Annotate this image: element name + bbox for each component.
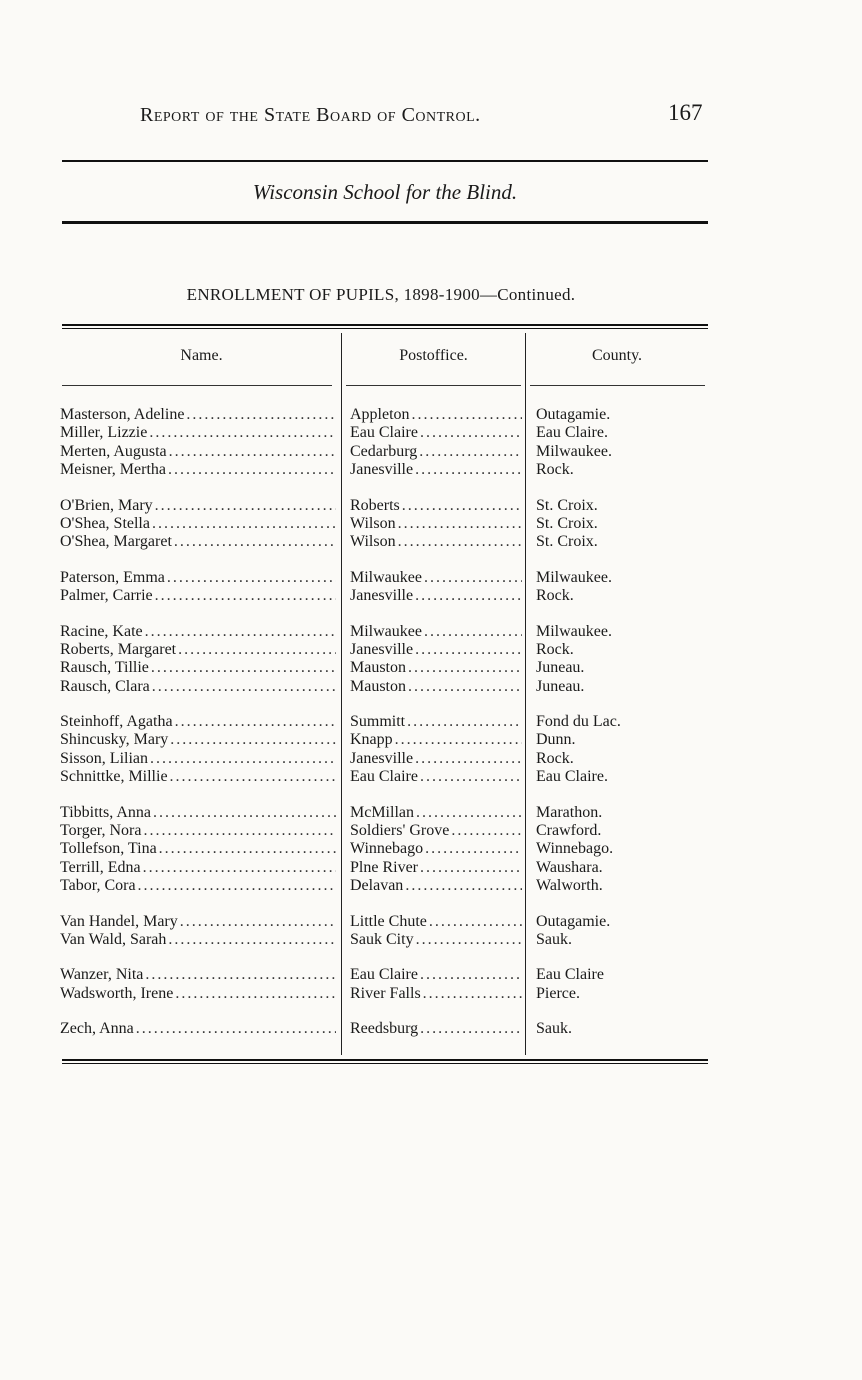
county-cell [536,750,706,768]
header-rule [62,160,708,162]
postoffice-cell [350,804,522,822]
leader-dots [393,731,522,749]
row-group [0,713,862,787]
pupil-name-text: O'Brien, Mary [60,496,153,514]
pupil-name-text: Zech, Anna [60,1020,134,1038]
county-cell [536,804,706,822]
postoffice-cell [350,424,522,442]
header-underline [530,385,705,386]
postoffice-cell [350,768,522,786]
county-text: Marathon. [536,803,603,821]
pupil-name-cell [60,713,336,731]
leader-dots [413,641,522,659]
county-cell [536,406,706,424]
postoffice-text: Cedarburg [350,442,418,460]
section-title: Wisconsin School for the Blind. [252,180,518,204]
county-cell [536,822,706,840]
table-row [0,587,862,605]
leader-dots [184,406,336,424]
pupil-name-text: Roberts, Margaret [60,640,177,658]
pupil-name-text: Wanzer, Nita [60,966,144,984]
table-row [0,931,862,949]
pupil-name-cell [60,587,336,605]
leader-dots [418,859,522,877]
table-row [0,406,862,424]
pupil-name-cell [60,931,336,949]
county-text: Eau Claire. [536,424,608,442]
column-header-postoffice: Postoffice. [399,347,468,364]
postoffice-cell [350,587,522,605]
pupil-name-cell [60,913,336,931]
table-bottom-rule-thin [62,1063,708,1064]
postoffice-text: Janesville [350,461,414,479]
leader-dots [417,443,522,461]
county-cell [536,731,706,749]
row-group [0,406,862,480]
table-top-rule [62,324,708,326]
leader-dots [168,731,336,749]
leader-dots [403,877,522,895]
leader-dots [418,1020,522,1038]
county-cell [536,587,706,605]
county-text: Fond du Lac. [536,713,621,731]
pupil-name-cell [60,569,336,587]
leader-dots [172,533,336,551]
postoffice-text: McMillan [350,803,414,821]
pupil-name-cell [60,443,336,461]
pupil-name-text: Rausch, Clara [60,677,150,695]
table-row [0,659,862,677]
county-cell [536,497,706,515]
county-text: Outagamie. [536,406,611,423]
county-cell [536,931,706,949]
postoffice-text: Janesville [350,640,414,658]
leader-dots [449,822,522,840]
county-text: Dunn. [536,731,576,749]
pupil-name-cell [60,497,336,515]
page-number: 167 [668,100,703,125]
leader-dots [423,840,522,858]
postoffice-cell [350,966,522,984]
county-text: Rock. [536,749,574,767]
pupil-name-text: Steinhoff, Agatha [60,713,173,731]
postoffice-text: Wilson [350,514,396,532]
postoffice-text: Appleton [350,406,410,423]
pupil-name-cell [60,768,336,786]
postoffice-cell [350,713,522,731]
postoffice-text: Eau Claire [350,966,418,984]
table-row [0,768,862,786]
postoffice-text: Soldiers' Grove [350,822,450,840]
county-text: Sauk. [536,930,572,948]
postoffice-cell [350,443,522,461]
row-group [0,804,862,896]
leader-dots [151,804,336,822]
leader-dots [406,659,522,677]
leader-dots [400,497,522,515]
leader-dots [414,804,522,822]
postoffice-text: Plne River [350,858,418,876]
leader-dots [167,443,336,461]
pupil-name-cell [60,877,336,895]
postoffice-text: Little Chute [350,912,427,930]
postoffice-cell [350,515,522,533]
leader-dots [418,424,522,442]
postoffice-text: Eau Claire [350,768,418,786]
column-header-name: Name. [180,347,223,364]
table-row [0,678,862,696]
postoffice-cell [350,913,522,931]
pupil-name-text: Tibbitts, Anna [60,803,151,821]
county-cell [536,768,706,786]
table-row [0,985,862,1003]
table-row [0,859,862,877]
postoffice-cell [350,406,522,424]
county-text: Rock. [536,587,574,605]
pupil-name-cell [60,424,336,442]
leader-dots [421,985,522,1003]
postoffice-cell [350,731,522,749]
pupil-name-text: Palmer, Carrie [60,587,153,605]
county-text: St. Croix. [536,496,598,514]
county-cell [536,859,706,877]
leader-dots [427,913,522,931]
postoffice-text: Summitt [350,713,406,731]
pupil-name-cell [60,678,336,696]
postoffice-cell [350,985,522,1003]
leader-dots [178,913,336,931]
county-text: Juneau. [536,659,585,677]
county-cell [536,424,706,442]
table-top-rule-thin [62,328,708,329]
table-row [0,822,862,840]
postoffice-cell [350,840,522,858]
county-cell [536,623,706,641]
pupil-name-cell [60,804,336,822]
table-title: ENROLLMENT OF PUPILS, 1898-1900—Continued. [186,285,576,304]
table-row [0,443,862,461]
postoffice-cell [350,659,522,677]
postoffice-text: Janesville [350,587,414,605]
pupil-name-text: Van Wald, Sarah [60,930,167,948]
leader-dots [149,659,336,677]
row-group [0,966,862,1003]
postoffice-text: Delavan [350,877,404,895]
county-cell [536,985,706,1003]
pupil-name-text: Masterson, Adeline [60,406,185,423]
county-cell [536,443,706,461]
county-text: Pierce. [536,984,580,1002]
pupil-name-cell [60,406,336,424]
leader-dots [147,424,336,442]
county-text: St. Croix. [536,533,598,551]
county-cell [536,678,706,696]
leader-dots [168,768,336,786]
row-group [0,569,862,606]
leader-dots [173,985,336,1003]
leader-dots [418,768,522,786]
pupil-name-cell [60,859,336,877]
table-row [0,877,862,895]
postoffice-cell [350,533,522,551]
leader-dots [141,859,336,877]
postoffice-text: Milwaukee [350,568,422,586]
table-row [0,641,862,659]
leader-dots [396,515,522,533]
county-text: Juneau. [536,677,585,695]
county-text: Outagamie. [536,912,611,930]
leader-dots [157,840,336,858]
postoffice-text: Eau Claire [350,424,418,442]
pupil-name-text: Tollefson, Tina [60,840,157,858]
pupil-name-text: O'Shea, Margaret [60,533,172,551]
county-cell [536,840,706,858]
table-row [0,1020,862,1038]
postoffice-text: Reedsburg [350,1020,419,1038]
pupil-name-text: Van Handel, Mary [60,912,178,930]
table-row [0,913,862,931]
table-row [0,840,862,858]
county-text: Crawford. [536,822,602,840]
pupil-name-cell [60,659,336,677]
pupil-name-text: Shincusky, Mary [60,731,169,749]
section-rule [62,221,708,224]
table-row [0,461,862,479]
pupil-name-text: Torger, Nora [60,822,142,840]
county-cell [536,461,706,479]
county-cell [536,659,706,677]
header-underline [346,385,521,386]
leader-dots [143,623,336,641]
pupil-name-cell [60,840,336,858]
row-group [0,497,862,552]
table-bottom-rule [62,1059,708,1061]
county-cell [536,515,706,533]
leader-dots [173,713,336,731]
pupil-name-text: Meisner, Mertha [60,461,166,479]
pupil-name-cell [60,515,336,533]
pupil-name-cell [60,750,336,768]
pupil-name-text: Racine, Kate [60,622,143,640]
county-text: Sauk. [536,1020,572,1038]
leader-dots [153,587,336,605]
table-row [0,497,862,515]
county-cell [536,533,706,551]
table-row [0,533,862,551]
table-row [0,731,862,749]
leader-dots [166,461,336,479]
table-row [0,569,862,587]
column-header-county: County. [591,347,643,364]
pupil-name-text: Schnittke, Millie [60,768,168,786]
pupil-name-cell [60,1020,336,1038]
county-cell [536,1020,706,1038]
pupil-name-text: Paterson, Emma [60,568,165,586]
table-row [0,515,862,533]
leader-dots [396,533,522,551]
county-text: Winnebago. [536,840,614,858]
postoffice-cell [350,750,522,768]
pupil-name-text: Sisson, Lilian [60,749,149,767]
postoffice-text: Knapp [350,731,393,749]
pupil-name-cell [60,731,336,749]
row-group [0,1020,862,1038]
pupil-name-text: Miller, Lizzie [60,424,148,442]
postoffice-cell [350,623,522,641]
row-group [0,623,862,697]
pupil-name-cell [60,461,336,479]
county-text: Milwaukee. [536,622,612,640]
leader-dots [148,750,336,768]
leader-dots [166,931,336,949]
postoffice-cell [350,678,522,696]
leader-dots [143,966,336,984]
leader-dots [141,822,336,840]
pupil-name-cell [60,966,336,984]
pupil-name-text: O'Shea, Stella [60,514,150,532]
leader-dots [406,678,522,696]
postoffice-text: Wilson [350,533,396,551]
enrollment-table-body [0,406,862,1056]
postoffice-text: Sauk City [350,930,414,948]
county-cell [536,641,706,659]
row-group [0,913,862,950]
leader-dots [410,406,522,424]
postoffice-cell [350,1020,522,1038]
pupil-name-cell [60,641,336,659]
table-row [0,804,862,822]
leader-dots [176,641,336,659]
leader-dots [413,587,522,605]
leader-dots [136,877,336,895]
pupil-name-text: Terrill, Edna [60,858,141,876]
county-text: Rock. [536,640,574,658]
postoffice-cell [350,822,522,840]
postoffice-text: Roberts [350,496,400,514]
county-text: Eau Claire [536,966,604,984]
postoffice-text: Mauston [350,659,406,677]
leader-dots [134,1020,336,1038]
table-row [0,424,862,442]
county-text: Milwaukee. [536,442,612,460]
postoffice-cell [350,931,522,949]
leader-dots [413,461,522,479]
leader-dots [153,497,336,515]
postoffice-text: Janesville [350,749,414,767]
pupil-name-text: Rausch, Tillie [60,659,149,677]
postoffice-cell [350,877,522,895]
postoffice-cell [350,641,522,659]
postoffice-cell [350,859,522,877]
header-underline [62,385,332,386]
running-head-title: Report of the State Board of Control. [140,104,481,126]
postoffice-text: Milwaukee [350,622,422,640]
county-cell [536,713,706,731]
county-text: Waushara. [536,858,603,876]
pupil-name-cell [60,822,336,840]
postoffice-cell [350,461,522,479]
leader-dots [413,750,522,768]
county-text: St. Croix. [536,514,598,532]
pupil-name-cell [60,985,336,1003]
table-row [0,966,862,984]
county-cell [536,877,706,895]
postoffice-text: River Falls [350,984,421,1002]
table-row [0,623,862,641]
leader-dots [422,569,522,587]
county-text: Eau Claire. [536,768,608,786]
pupil-name-text: Merten, Augusta [60,442,167,460]
postoffice-text: Winnebago [350,840,424,858]
postoffice-cell [350,497,522,515]
table-row [0,713,862,731]
leader-dots [422,623,522,641]
county-text: Rock. [536,461,574,479]
county-cell [536,913,706,931]
table-row [0,750,862,768]
leader-dots [150,678,336,696]
postoffice-cell [350,569,522,587]
pupil-name-cell [60,623,336,641]
pupil-name-cell [60,533,336,551]
postoffice-text: Mauston [350,677,406,695]
pupil-name-text: Tabor, Cora [60,877,136,895]
county-text: Milwaukee. [536,568,612,586]
county-cell [536,966,706,984]
county-cell [536,569,706,587]
leader-dots [418,966,522,984]
county-text: Walworth. [536,877,603,895]
leader-dots [414,931,522,949]
leader-dots [165,569,336,587]
leader-dots [150,515,336,533]
pupil-name-text: Wadsworth, Irene [60,984,174,1002]
leader-dots [405,713,522,731]
